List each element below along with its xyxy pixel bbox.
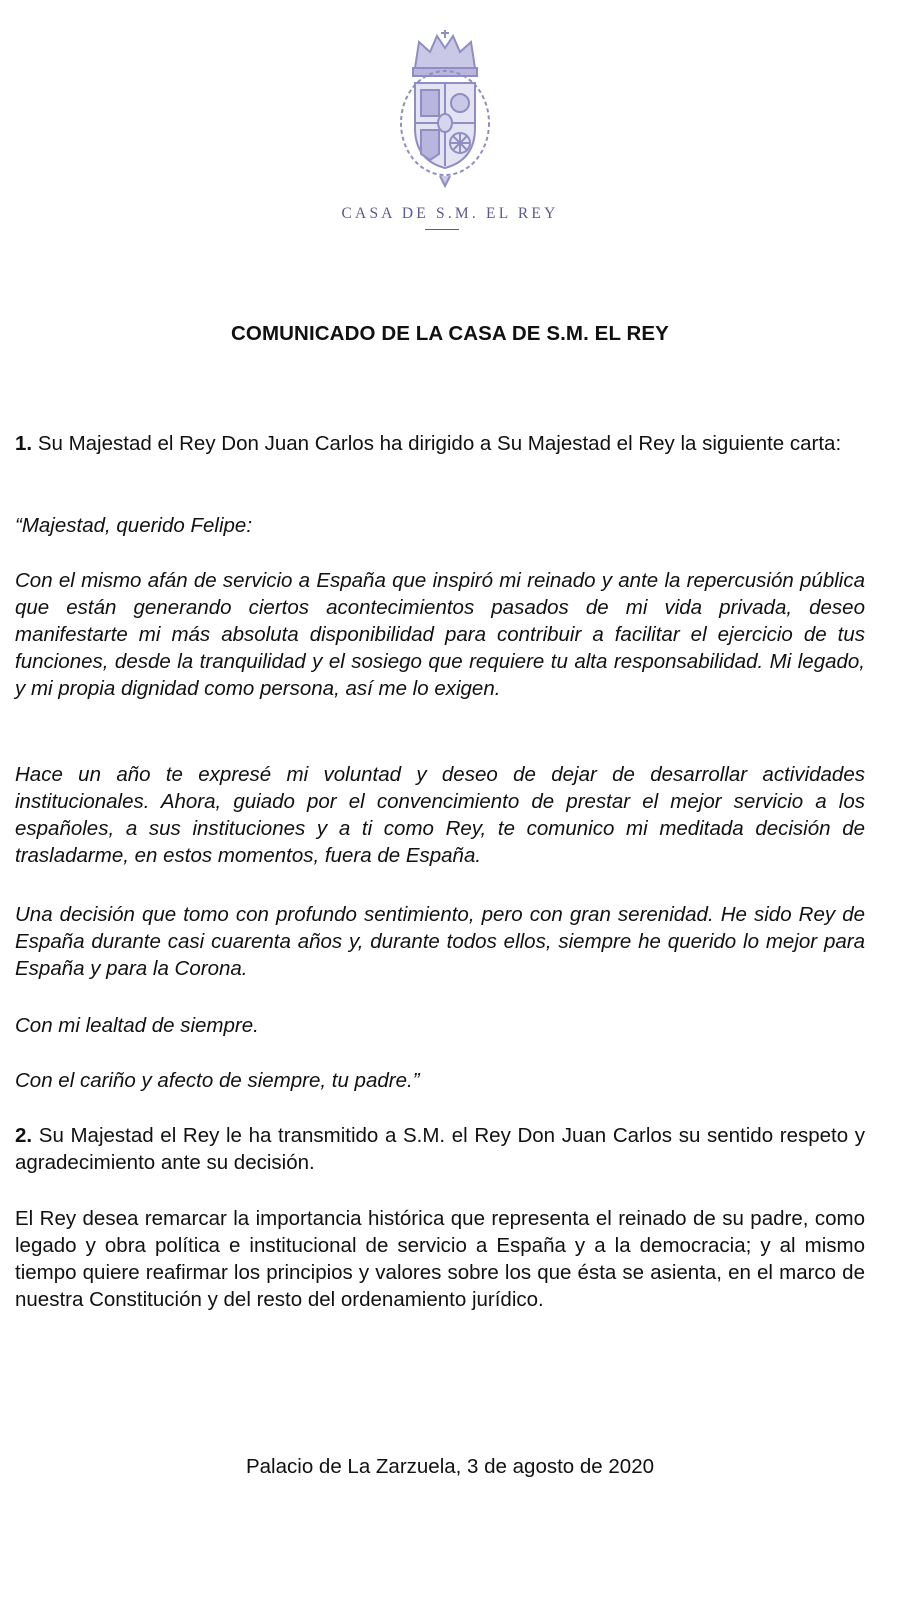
paragraph-1-number: 1. [15,432,33,455]
letter-paragraph-3: Una decisión que tomo con profundo sentimiento, pero con gran serenidad. He sido Rey de España durante casi cuarenta años y, durante todos ellos, siempre he querido lo mejor para España y para la Corona. [15,903,865,980]
document-title: COMUNICADO DE LA CASA DE S.M. EL REY [231,322,669,345]
letter-salutation: “Majestad, querido Felipe: [15,514,253,537]
institution-name: CASA DE S.M. EL REY [341,205,559,222]
paragraph-1 [15,430,865,457]
royal-crest-icon [385,28,505,188]
letter-paragraph-2: Hace un año te expresé mi voluntad y deseo de dejar de desarrollar actividades institucionales. Ahora, guiado por el convencimiento de prestar el mejor servicio a los españoles, a sus instituciones y a ti como Rey, te comunico mi meditada decisión de trasladarme, en estos momentos, fuera de España. [15,763,865,867]
paragraph-2 [15,1122,865,1176]
paragraph-1-text: Su Majestad el Rey Don Juan Carlos ha dirigido a Su Majestad el Rey la siguiente carta: [37,432,842,455]
paragraph-2-number: 2. [15,1124,33,1147]
letter-paragraph-1: Con el mismo afán de servicio a España que inspiró mi reinado y ante la repercusión pública que están generando ciertos acontecimientos pasados de mi vida privada, deseo manifestarte mi más absoluta disponibilidad para contribuir a facilitar el ejercicio de tus funciones, desde la tranquilidad y el sosiego que requiere tu alta responsabilidad. Mi legado, y mi propia dignidad como persona, así me lo exigen. [15,569,865,700]
letter-closing-1: Con mi lealtad de siempre. [15,1014,259,1037]
paragraph-2-text: Su Majestad el Rey le ha transmitido a S.M. el Rey Don Juan Carlos su sentido respeto y agradecimiento ante su decisión. [15,1124,866,1174]
place-and-date: Palacio de La Zarzuela, 3 de agosto de 2020 [245,1455,655,1478]
institution-underline [425,229,459,230]
letter-closing-2: Con el cariño y afecto de siempre, tu padre.” [15,1069,420,1092]
paragraph-3: El Rey desea remarcar la importancia histórica que representa el reinado de su padre, como legado y obra política e institucional de servicio a España y a la democracia; y al mismo tiempo quiere reafirmar los principios y valores sobre los que ésta se asienta, en el marco de nuestra Constitución y del resto del ordenamiento jurídico. [15,1207,865,1311]
